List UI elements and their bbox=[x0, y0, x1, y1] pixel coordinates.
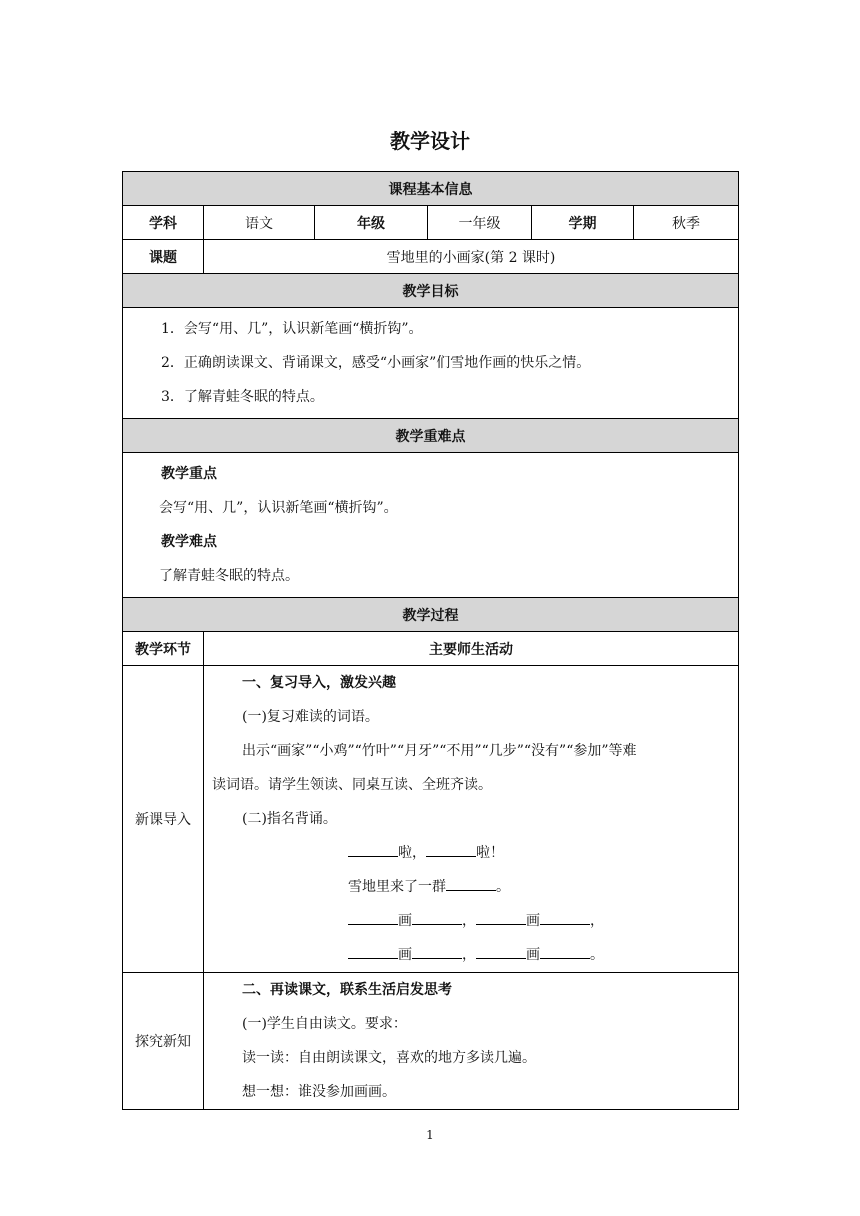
objective-item: 2．正确朗读课文、背诵课文，感受“小画家”们雪地作画的快乐之情。 bbox=[161, 355, 591, 371]
page-title: 教学设计 bbox=[390, 129, 470, 153]
fill-blank bbox=[426, 842, 476, 857]
fill-blank bbox=[540, 910, 590, 925]
section-header-key-points: 教学重难点 bbox=[123, 419, 739, 453]
grade-label: 年级 bbox=[315, 206, 428, 240]
grade-value: 一年级 bbox=[428, 206, 532, 240]
term-label: 学期 bbox=[532, 206, 634, 240]
stage-explore-sub1: (一)学生自由读文。要求： bbox=[242, 1016, 407, 1032]
section-header-objectives: 教学目标 bbox=[123, 274, 739, 308]
poem-line-3: 画 ， 画 ， bbox=[212, 904, 734, 938]
fill-blank bbox=[476, 944, 526, 959]
term-value: 秋季 bbox=[634, 206, 739, 240]
section-header-basic-info: 课程基本信息 bbox=[123, 172, 739, 206]
stage-intro-sub1: (一)复习难读的词语。 bbox=[242, 709, 379, 725]
poem-line-2: 雪地里来了一群 。 bbox=[212, 870, 734, 904]
fill-blank bbox=[348, 842, 398, 857]
topic-value: 雪地里的小画家(第 2 课时) bbox=[204, 240, 739, 274]
stage-intro-para-line1: 出示“画家”“小鸡”“竹叶”“月牙”“不用”“几步”“没有”“参加”等难 bbox=[242, 743, 637, 759]
key-points-content bbox=[123, 453, 739, 598]
stage-explore-line1: 读一读：自由朗读课文，喜欢的地方多读几遍。 bbox=[242, 1050, 536, 1066]
stage-intro-activities bbox=[204, 666, 739, 973]
stage-intro: 新课导入 bbox=[123, 666, 204, 973]
stage-intro-heading: 一、复习导入，激发兴趣 bbox=[242, 675, 396, 691]
objectives-list bbox=[123, 308, 739, 419]
stage-explore-heading: 二、再读课文，联系生活启发思考 bbox=[242, 982, 452, 998]
stage-explore: 探究新知 bbox=[123, 973, 204, 1110]
subject-label: 学科 bbox=[123, 206, 204, 240]
focus-text: 会写“用、几”，认识新笔画“横折钩”。 bbox=[159, 500, 398, 516]
fill-blank bbox=[348, 910, 398, 925]
fill-blank bbox=[446, 876, 496, 891]
lesson-plan-table bbox=[122, 171, 739, 1110]
topic-label: 课题 bbox=[123, 240, 204, 274]
fill-blank bbox=[540, 944, 590, 959]
poem-line-1: 啦， 啦！ bbox=[212, 836, 734, 870]
stage-explore-activities bbox=[204, 973, 739, 1110]
page-number: 1 bbox=[426, 1128, 434, 1142]
fill-blank bbox=[412, 910, 462, 925]
activity-column-header: 主要师生活动 bbox=[204, 632, 739, 666]
objective-item: 3．了解青蛙冬眠的特点。 bbox=[161, 389, 324, 405]
focus-label: 教学重点 bbox=[161, 466, 217, 482]
fill-blank bbox=[476, 910, 526, 925]
stage-explore-line2: 想一想：谁没参加画画。 bbox=[242, 1084, 396, 1100]
stage-intro-sub2: (二)指名背诵。 bbox=[242, 811, 337, 827]
section-header-process: 教学过程 bbox=[123, 598, 739, 632]
objective-item: 1．会写“用、几”，认识新笔画“横折钩”。 bbox=[161, 321, 423, 337]
subject-value: 语文 bbox=[204, 206, 315, 240]
stage-column-header: 教学环节 bbox=[123, 632, 204, 666]
poem-line-4: 画 ， 画 。 bbox=[212, 938, 734, 972]
fill-blank bbox=[412, 944, 462, 959]
difficulty-text: 了解青蛙冬眠的特点。 bbox=[159, 568, 299, 584]
fill-blank bbox=[348, 944, 398, 959]
difficulty-label: 教学难点 bbox=[161, 534, 217, 550]
stage-intro-para-line2: 读词语。请学生领读、同桌互读、全班齐读。 bbox=[212, 777, 492, 793]
